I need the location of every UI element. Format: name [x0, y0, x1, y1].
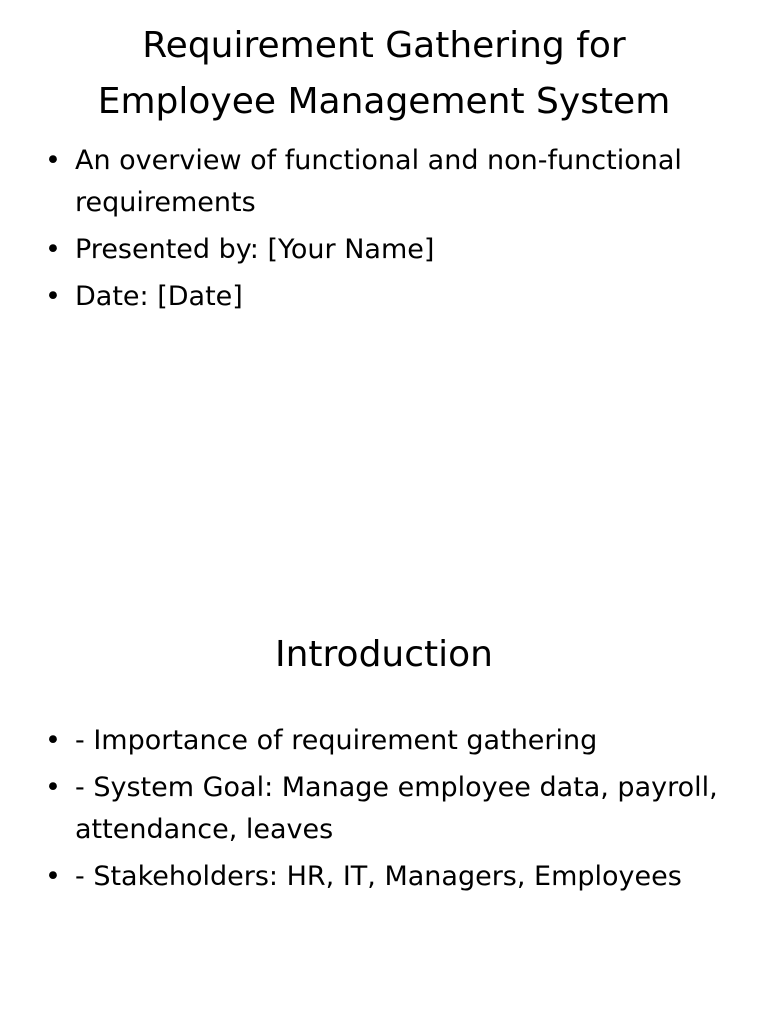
title-line-2: Employee Management System [97, 81, 671, 122]
list-item-text: - System Goal: Manage employee data, payroll, attendance, leaves [75, 772, 718, 845]
bullet-list [0, 720, 768, 898]
slide-title [0, 0, 768, 130]
slide-introduction [0, 512, 768, 1024]
list-item [45, 229, 720, 271]
list-item-text: - Importance of requirement gathering [75, 725, 598, 756]
list-item-text: Presented by: [Your Name] [75, 234, 435, 265]
list-item [45, 140, 720, 224]
list-item-text: - Stakeholders: HR, IT, Managers, Employees [75, 861, 682, 892]
title-line-1: Requirement Gathering for [142, 25, 626, 66]
bullet-icon: • [45, 861, 61, 892]
bullet-icon: • [45, 725, 61, 756]
list-item-text: An overview of functional and non-functional requirements [75, 145, 682, 218]
slide-title: Introduction [274, 634, 493, 675]
bullet-icon: • [45, 145, 61, 176]
list-item-text: Date: [Date] [75, 281, 243, 312]
list-item [45, 276, 720, 318]
list-item [45, 720, 720, 762]
bullet-list [0, 140, 768, 318]
list-item [45, 767, 720, 851]
bullet-icon: • [45, 234, 61, 265]
bullet-icon: • [45, 772, 61, 803]
bullet-icon: • [45, 281, 61, 312]
list-item [45, 856, 720, 898]
